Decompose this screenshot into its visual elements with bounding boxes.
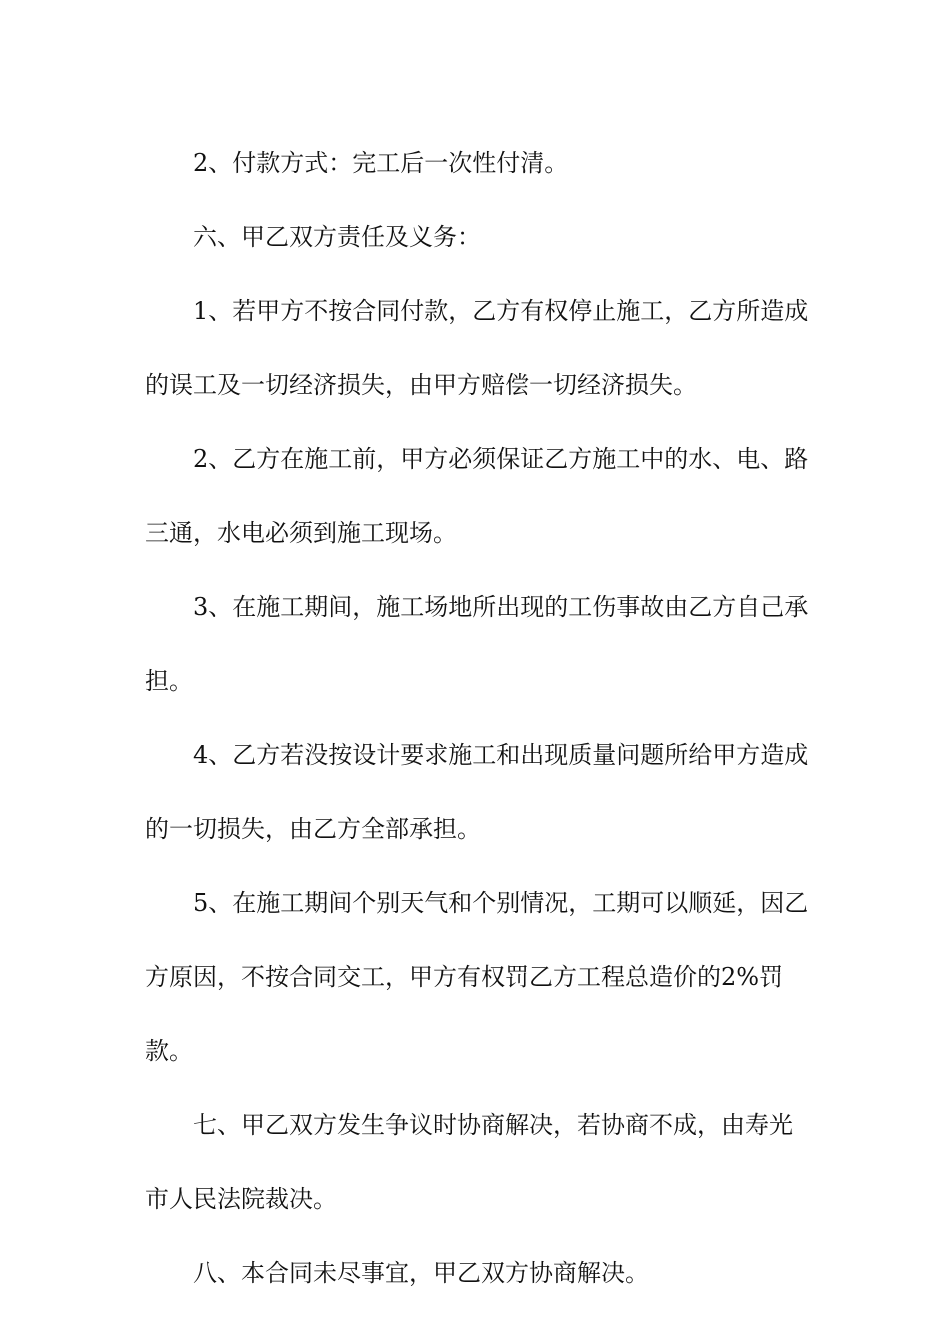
paragraph-section-six-heading: 六、甲乙双方责任及义务： [193,223,481,251]
paragraph-clause-3: 3、在施工期间，施工场地所出现的工伤事故由乙方自己承担。 [145,593,809,695]
paragraph-section-eight: 八、本合同未尽事宜，甲乙双方协商解决。 [193,1259,649,1287]
paragraph-payment-method: 2、付款方式：完工后一次性付清。 [193,149,569,177]
paragraph-clause-1: 1、若甲方不按合同付款，乙方有权停止施工，乙方所造成的误工及一切经济损失，由甲方赔偿一切经济损失。 [145,297,809,399]
paragraph-clause-5: 5、在施工期间个别天气和个别情况，工期可以顺延，因乙方原因，不按合同交工，甲方有权罚乙方工程总造价的2%罚款。 [145,889,809,1065]
paragraph-clause-2: 2、乙方在施工前，甲方必须保证乙方施工中的水、电、路三通，水电必须到施工现场。 [145,445,809,547]
document-body [145,126,815,1310]
paragraph-section-seven: 七、甲乙双方发生争议时协商解决，若协商不成，由寿光市人民法院裁决。 [145,1111,793,1213]
paragraph-clause-4: 4、乙方若没按设计要求施工和出现质量问题所给甲方造成的一切损失，由乙方全部承担。 [145,741,809,843]
